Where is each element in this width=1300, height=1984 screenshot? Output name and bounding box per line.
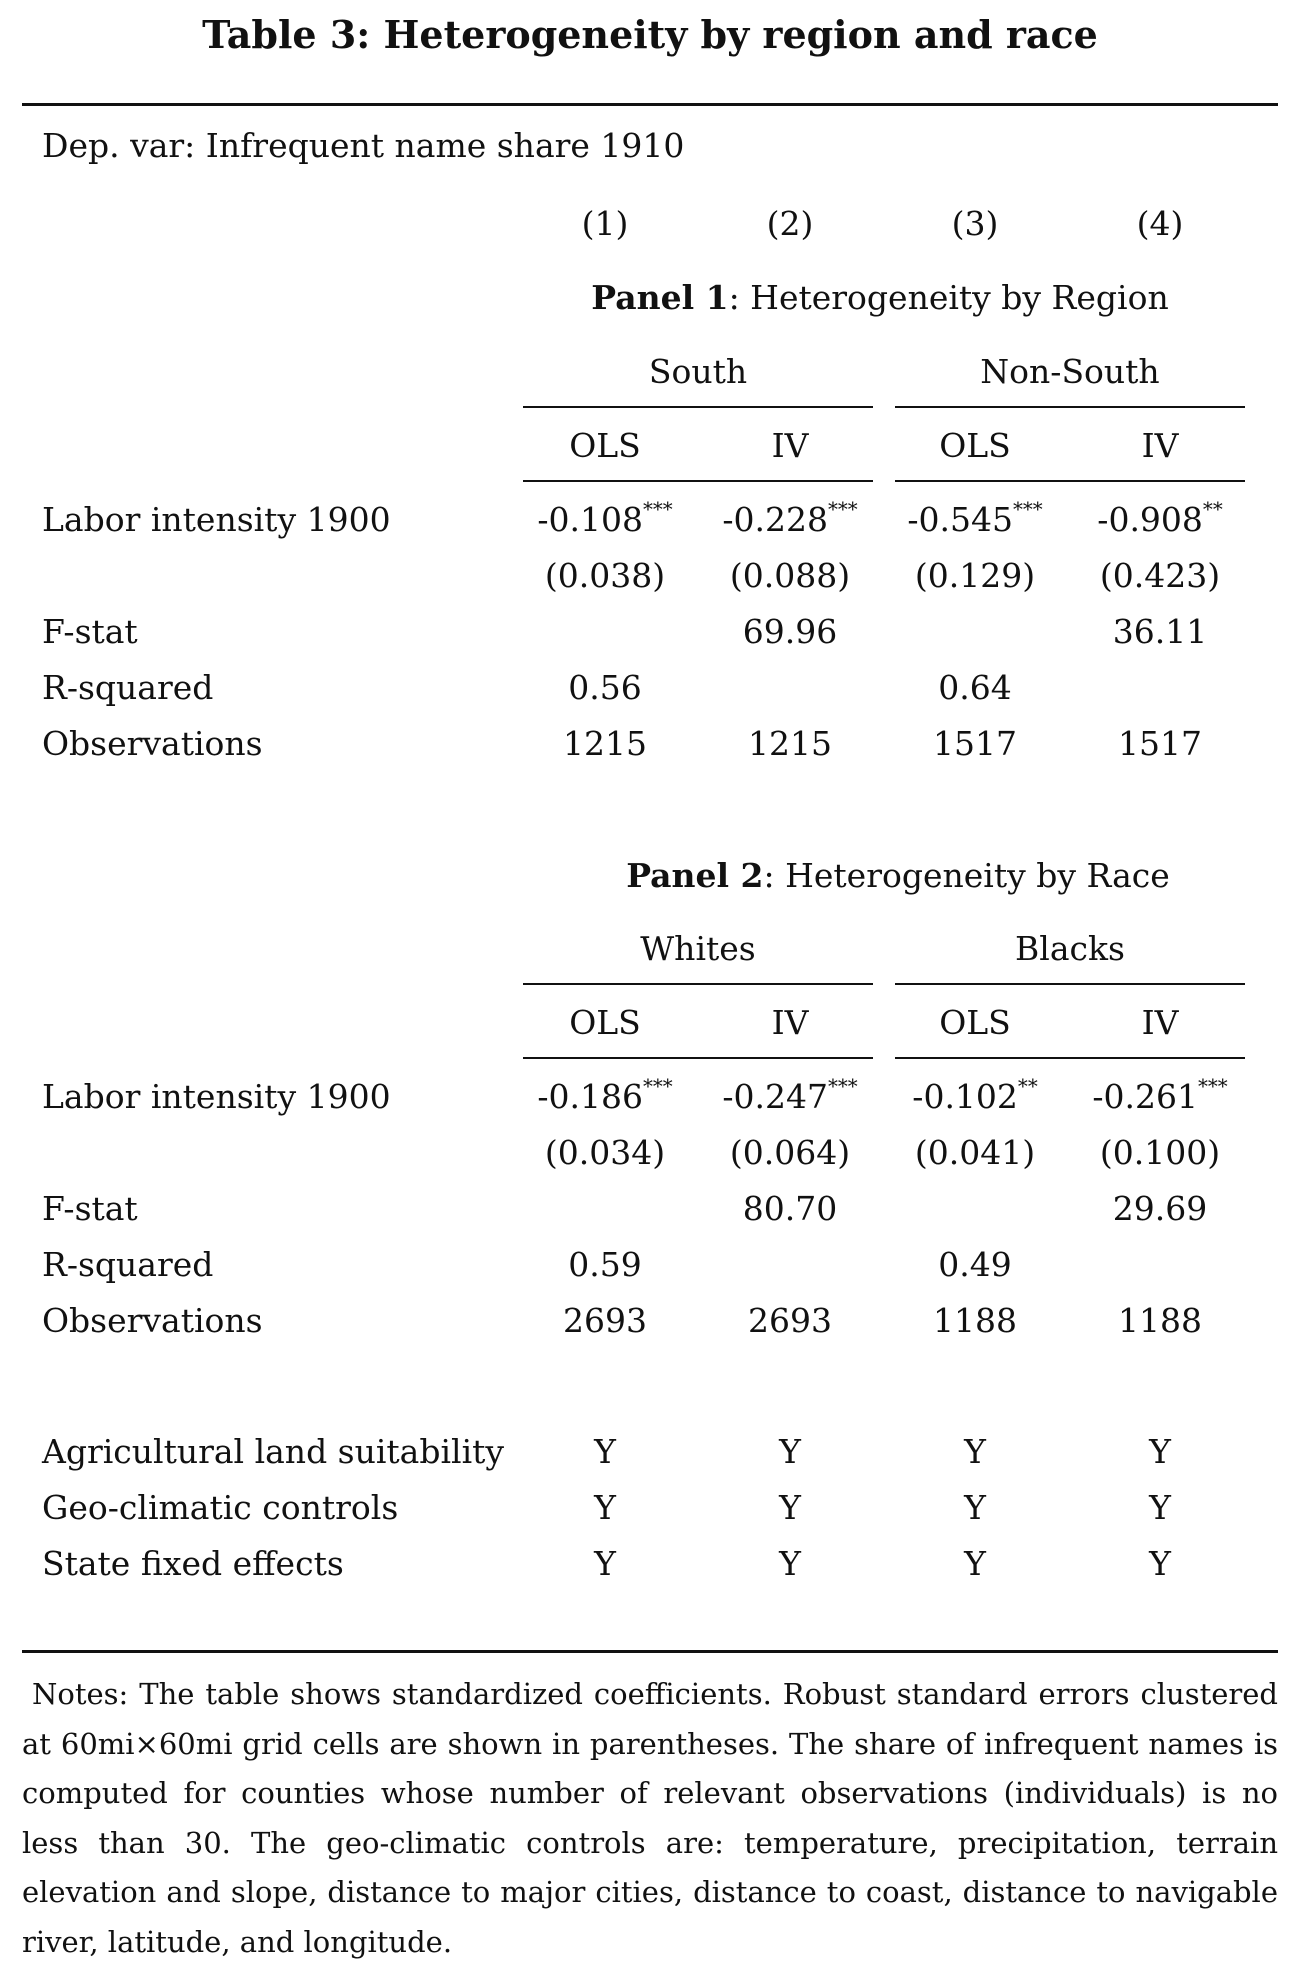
- panel-2-title: : Heterogeneity by Race: [763, 856, 1170, 895]
- group-underline: [895, 406, 1245, 408]
- panel-1-title: : Heterogeneity by Region: [728, 278, 1169, 317]
- control-cell: Y: [964, 1488, 986, 1527]
- stat-cell: 1517: [1118, 724, 1202, 763]
- top-rule: [22, 103, 1278, 106]
- method-label: OLS: [569, 1003, 641, 1042]
- dep-var-label: Dep. var: Infrequent name share 1910: [42, 126, 685, 165]
- table-row: [0, 1237, 1300, 1293]
- notes-text: Notes: The table shows standardized coefficients. Robust standard errors clustered at 60mi×60mi grid cells are shown in parentheses. The share of infrequent names is computed for counties whose number of relevant observations (individuals) is no less than 30. The geo-climatic controls are: temperature, precipitation, terrain elevation and slope, distance to major cities, distance to coast, distance to navigable river, latitude, and longitude.: [22, 1677, 1278, 1959]
- row-label: Observations: [42, 1301, 263, 1340]
- coef-cell: -0.108***: [537, 498, 673, 539]
- stat-cell: 80.70: [742, 1189, 838, 1228]
- control-cell: Y: [779, 1488, 801, 1527]
- panel-2-label: Panel 2: [626, 856, 764, 895]
- method-underline: [523, 1057, 873, 1059]
- table-row: [0, 1293, 1300, 1349]
- row-label: R-squared: [42, 1245, 214, 1284]
- column-number: (2): [766, 204, 814, 243]
- panel-2-group-row: [0, 921, 1300, 977]
- row-label: R-squared: [42, 668, 214, 707]
- table-row: [0, 1480, 1300, 1536]
- bottom-rule: [22, 1650, 1278, 1653]
- se-cell: (0.064): [729, 1133, 851, 1172]
- se-cell: (0.423): [1099, 556, 1221, 595]
- table-row: [0, 1069, 1300, 1125]
- control-cell: Y: [964, 1432, 986, 1471]
- stat-cell: 2693: [563, 1301, 647, 1340]
- row-label: Agricultural land suitability: [42, 1432, 505, 1471]
- stat-cell: 69.96: [742, 612, 838, 651]
- group-label-non-south: Non-South: [980, 352, 1160, 391]
- table-row: [0, 492, 1300, 548]
- table-row: [0, 1181, 1300, 1237]
- method-label: IV: [771, 426, 809, 465]
- stat-cell: 0.59: [568, 1245, 642, 1284]
- stat-cell: 0.64: [938, 668, 1012, 707]
- se-cell: (0.041): [914, 1133, 1036, 1172]
- row-label: Labor intensity 1900: [42, 1077, 391, 1116]
- group-underline: [523, 406, 873, 408]
- column-number: (3): [951, 204, 999, 243]
- coef-cell: -0.247***: [722, 1075, 858, 1116]
- dep-var-row: [0, 118, 1300, 174]
- stat-cell: 0.56: [568, 668, 642, 707]
- method-underline: [895, 1057, 1245, 1059]
- control-cell: Y: [594, 1544, 616, 1583]
- table-row: [0, 1536, 1300, 1592]
- row-label: F-stat: [42, 1189, 138, 1228]
- control-cell: Y: [1149, 1488, 1171, 1527]
- control-cell: Y: [594, 1488, 616, 1527]
- row-label: Labor intensity 1900: [42, 500, 391, 539]
- row-label: Observations: [42, 724, 263, 763]
- stat-cell: 1517: [933, 724, 1017, 763]
- coef-cell: -0.186***: [537, 1075, 673, 1116]
- method-label: IV: [1141, 1003, 1179, 1042]
- control-cell: Y: [964, 1544, 986, 1583]
- method-label: IV: [771, 1003, 809, 1042]
- table-row: [0, 660, 1300, 716]
- method-label: IV: [1141, 426, 1179, 465]
- panel-2-method-row: [0, 995, 1300, 1051]
- group-label-south: South: [648, 352, 748, 391]
- panel-1-heading: [500, 270, 1260, 326]
- coef-cell: -0.908**: [1097, 498, 1223, 539]
- coef-cell: -0.228***: [722, 498, 858, 539]
- control-cell: Y: [594, 1432, 616, 1471]
- row-label: F-stat: [42, 612, 138, 651]
- stat-cell: 1215: [748, 724, 832, 763]
- group-underline: [895, 983, 1245, 985]
- table-title: Table 3: Heterogeneity by region and race: [202, 12, 1098, 57]
- panel-1-method-row: [0, 418, 1300, 474]
- se-cell: (0.100): [1099, 1133, 1221, 1172]
- panel-1-label: Panel 1: [591, 278, 729, 317]
- coef-cell: -0.102**: [912, 1075, 1038, 1116]
- method-label: OLS: [939, 1003, 1011, 1042]
- control-cell: Y: [779, 1544, 801, 1583]
- stat-cell: 1188: [1118, 1301, 1202, 1340]
- se-cell: (0.088): [729, 556, 851, 595]
- control-cell: Y: [1149, 1432, 1171, 1471]
- control-cell: Y: [779, 1432, 801, 1471]
- coef-cell: -0.261***: [1092, 1075, 1228, 1116]
- stat-cell: 36.11: [1112, 612, 1208, 651]
- table-row: [0, 1125, 1300, 1181]
- method-label: OLS: [939, 426, 1011, 465]
- coef-cell: -0.545***: [907, 498, 1043, 539]
- control-cell: Y: [1149, 1544, 1171, 1583]
- panel-1-group-row: [0, 344, 1300, 400]
- group-label-whites: Whites: [640, 929, 756, 968]
- stat-cell: 1215: [563, 724, 647, 763]
- table-row: [0, 716, 1300, 772]
- table-notes: [22, 1670, 1278, 1967]
- stat-cell: 2693: [748, 1301, 832, 1340]
- stat-cell: 1188: [933, 1301, 1017, 1340]
- panel-2-heading: [518, 848, 1278, 904]
- column-number: (4): [1136, 204, 1184, 243]
- table-row: [0, 1424, 1300, 1480]
- se-cell: (0.038): [544, 556, 666, 595]
- se-cell: (0.034): [544, 1133, 666, 1172]
- stat-cell: 0.49: [938, 1245, 1012, 1284]
- table-row: [0, 548, 1300, 604]
- method-underline: [523, 480, 873, 482]
- method-underline: [895, 480, 1245, 482]
- column-number: (1): [581, 204, 629, 243]
- method-label: OLS: [569, 426, 641, 465]
- group-label-blacks: Blacks: [1015, 929, 1125, 968]
- se-cell: (0.129): [914, 556, 1036, 595]
- table-row: [0, 604, 1300, 660]
- column-numbers-row: [0, 196, 1300, 252]
- group-underline: [523, 983, 873, 985]
- stat-cell: 29.69: [1112, 1189, 1208, 1228]
- row-label: Geo-climatic controls: [42, 1488, 399, 1527]
- row-label: State fixed effects: [42, 1544, 344, 1583]
